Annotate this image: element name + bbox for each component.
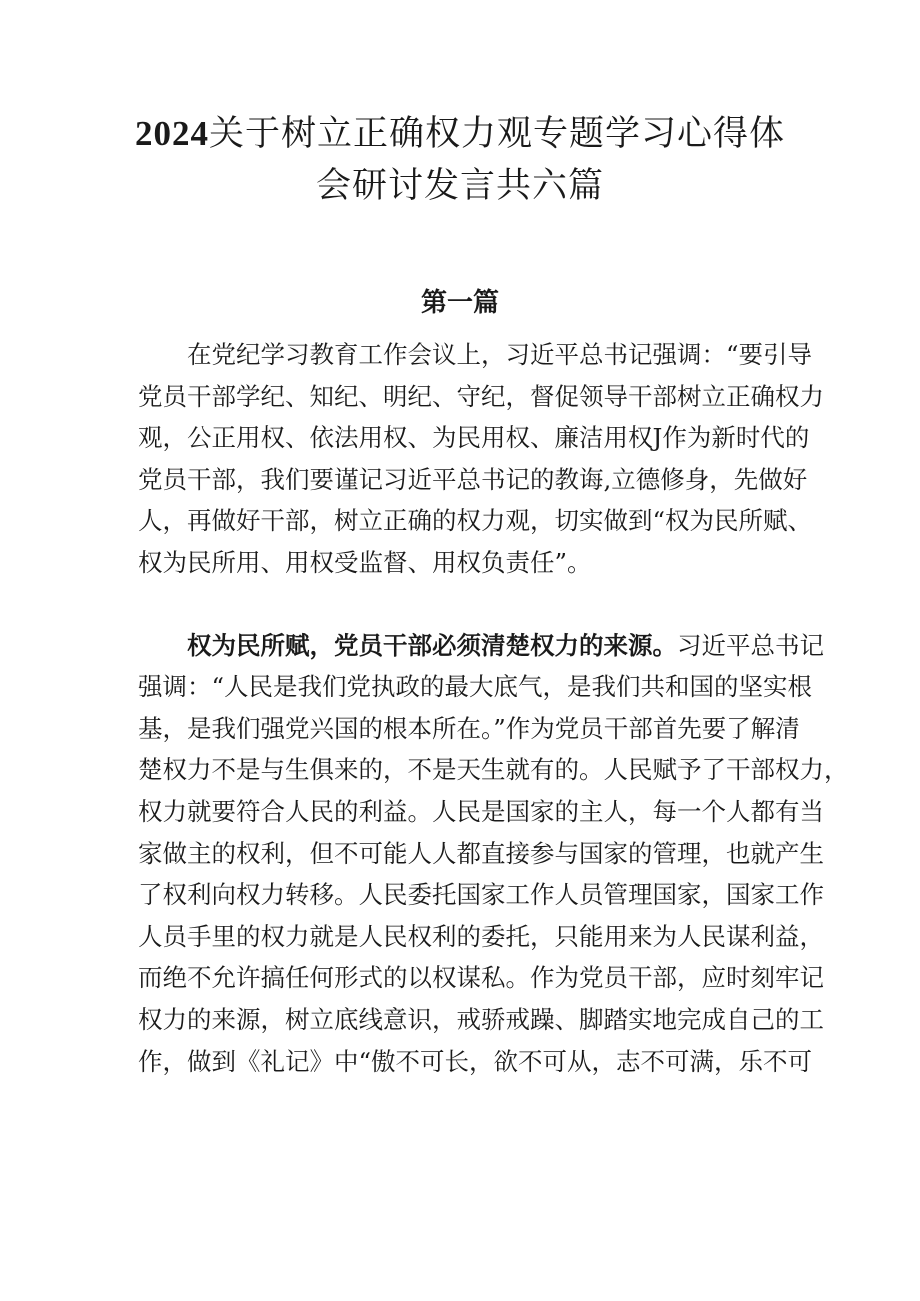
document-title xyxy=(0,108,920,212)
title-line-2: 会研讨发言共六篇 xyxy=(315,166,604,206)
paragraph-2-line: 基，是我们强党兴国的根本所在。”作为党员干部首先要了解清 xyxy=(138,713,800,743)
paragraph-1-line: 权为民所用、用权受监督、用权负责任”。 xyxy=(138,547,592,577)
paragraph-1-line: 在党纪学习教育工作会议上，习近平总书记强调：“要引导 xyxy=(187,340,813,369)
paragraph-1-line: 党员干部，我们要谨记习近平总书记的教诲,立德修身，先做好 xyxy=(138,464,808,494)
paragraph-2-bold-lead: 权为民所赋，党员干部必须清楚权力的来源。 xyxy=(187,630,677,660)
paragraph-2-line: 家做主的权利，但不可能人人都直接参与国家的管理，也就产生 xyxy=(138,838,824,868)
title-year: 2024 xyxy=(134,114,209,153)
paragraph-2-line: 人员手里的权力就是人民权利的委托，只能用来为人民谋利益， xyxy=(138,921,824,951)
paragraph-2-lead-rest: 习近平总书记 xyxy=(677,630,824,660)
paragraph-2-line: 强调：“人民是我们党执政的最大底气，是我们共和国的坚实根 xyxy=(138,672,813,702)
paragraph-gap xyxy=(138,584,786,625)
paragraph-2-line: 楚权力不是与生俱来的，不是天生就有的。人民赋予了干部权力， xyxy=(138,755,849,785)
paragraph-2-line: 权力就要符合人民的利益。人民是国家的主人，每一个人都有当 xyxy=(138,796,824,826)
paragraph-2-first-line xyxy=(138,625,824,667)
paragraph-2-line: 权力的来源，树立底线意识，戒骄戒躁、脚踏实地完成自己的工 xyxy=(138,1004,824,1034)
section-heading: 第一篇 xyxy=(420,288,499,318)
title-text: 关于树立正确权力观专题学习心得体 xyxy=(208,114,785,154)
paragraph-1-line: 观，公正用权、依法用权、为民用权、廉洁用权J作为新时代的 xyxy=(138,423,810,453)
document-body xyxy=(138,334,849,1082)
paragraph-2-line: 作，做到《礼记》中“傲不可长，欲不可从，志不可满，乐不可 xyxy=(138,1046,813,1076)
paragraph-2-line: 了权利向权力转移。人民委托国家工作人员管理国家，国家工作 xyxy=(138,880,824,910)
title-line-1 xyxy=(0,108,920,160)
paragraph-1-line: 党员干部学纪、知纪、明纪、守纪，督促领导干部树立正确权力 xyxy=(138,381,824,411)
paragraph-1-line: 人，再做好干部，树立正确的权力观，切实做到“权为民所赋、 xyxy=(138,506,813,536)
paragraph-2-line: 而绝不允许搞任何形式的以权谋私。作为党员干部，应时刻牢记 xyxy=(138,963,824,993)
